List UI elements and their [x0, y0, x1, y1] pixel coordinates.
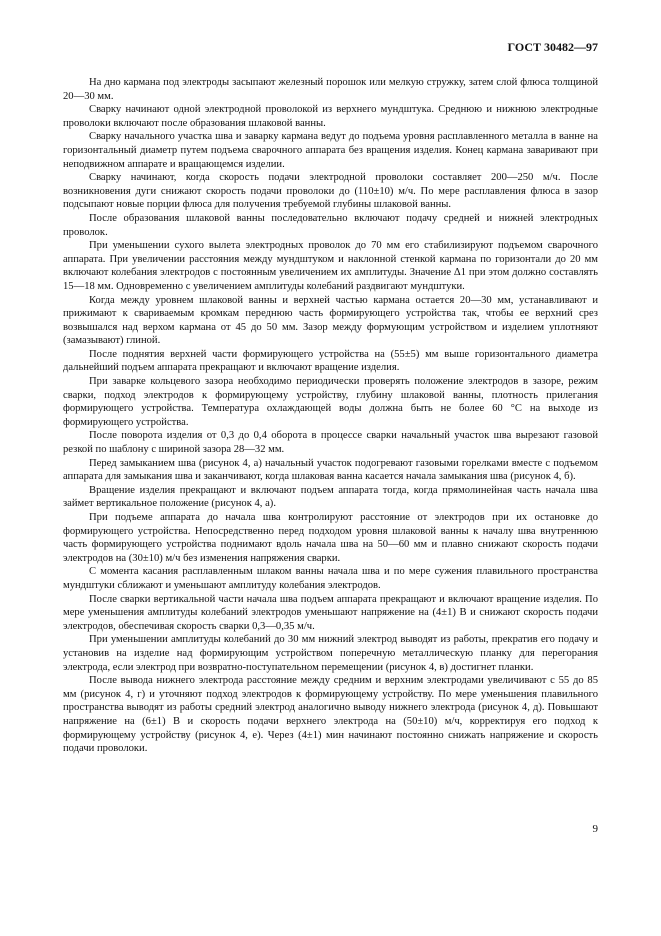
paragraph: После образования шлаковой ванны последовательно включают подачу средней и нижней электродных проволок. — [63, 212, 598, 238]
paragraph: С момента касания расплавленным шлаком ванны начала шва и по мере сужения плавильного пространства мундштуки сближают и уменьшают амплитуду колебания электродов. — [63, 566, 598, 591]
paragraph: При заварке кольцевого зазора необходимо периодически проверять положение электродов в зазоре, режим сварки, подход электродов к формирующему устройству, глубину шлаковой ванны, плотность прилегания формирующего устройства. Температура охлаждающей воды должна быть не более 60 °С на выходе из формирующего устройства. — [63, 376, 598, 428]
page-header — [508, 40, 599, 55]
paragraph: При уменьшении амплитуды колебаний до 30 мм нижний электрод выводят из работы, прекратив его подачу и установив на изделие над формирующим устройством поперечную металлическую планку для перегорания электрода, если электрод при возвратно-поступательном перемещении (рисунок 4, в) достигнет планки. — [63, 634, 598, 673]
paragraph: После поднятия верхней части формирующего устройства на (55±5) мм выше горизонтального диаметра дальнейший подъем аппарата прекращают и включают вращение изделия. — [63, 348, 598, 374]
paragraph: Вращение изделия прекращают и включают подъем аппарата тогда, когда прямолинейная часть начала шва займет вертикальное положение (рисунок 4, а). — [63, 484, 598, 510]
paragraph: Сварку начинают, когда скорость подачи электродной проволоки составляет 200—250 м/ч. После возникновения дуги снижают скорость подачи проволоки до (110±10) м/ч. По мере расплавления флюса в зазор подсыпают новые порции флюса для получения требуемой глубины шлаковой ванны. — [63, 172, 598, 211]
paragraph: При уменьшении сухого вылета электродных проволок до 70 мм его стабилизируют подъемом сварочного аппарата. При увеличении расстояния между мундштуком и наклонной стенкой кармана по горизонтали до 20 мм включают колебания электродов с постоянным увеличением их амплитуды. Значение Δ1 при этом должно составлять 15—18 мм. Одновременно с увеличением амплитуды колебаний раздвигают мундштуки. — [63, 240, 598, 292]
paragraph: После сварки вертикальной части начала шва подъем аппарата прекращают и включают вращение изделия. По мере уменьшения амплитуды колебаний электродов уменьшают напряжение на (4±1) В и снижают скорость подачи электродов, обеспечивая скорость сварки 0,3—0,35 м/ч. — [63, 593, 598, 632]
paragraph: При подъеме аппарата до начала шва контролируют расстояние от электродов при их остановке до формирующего устройства. Непосредственно перед подходом уровня шлаковой ванны к началу шва внутреннюю часть формирующего устройства поднимают вдоль начала шва на 50—60 мм и плавно снижают скорость подачи электродов на (30±10) м/ч без изменения напряжения сварки. — [63, 512, 598, 564]
paragraph: Когда между уровнем шлаковой ванны и верхней частью кармана остается 20—30 мм, устанавливают и прижимают к свариваемым кромкам переднюю часть формирующего устройства так, чтобы ее верхний срез возвышался над верхом кармана от 45 до 50 мм. Зазор между формующим устройством и изделием уплотняют (замазывают) глиной. — [63, 294, 598, 347]
paragraph: После вывода нижнего электрода расстояние между средним и верхним электродами увеличивают с 55 до 85 мм (рисунок 4, г) и уточняют подход электродов к формирующему устройству. По мере уменьшения плавильного пространства выводят из работы средний электрод аналогично выводу нижнего электрода (рисунок 4, д). Повышают напряжение на (6±1) В и скорость подачи верхнего электрода на (50±10) м/ч, корректируя его подход к формирующему устройству (рисунок 4, е). Через (4±1) мин начинают постоянно снижать напряжение и скорость подачи проволоки. — [63, 675, 598, 755]
document-code: ГОСТ 30482—97 — [507, 40, 598, 54]
body-text — [63, 76, 598, 756]
page-number: 9 — [592, 823, 598, 835]
paragraph: Сварку начинают одной электродной проволокой из верхнего мундштука. Среднюю и нижнюю электродные проволоки включают после образования шлаковой ванны. — [63, 104, 598, 129]
paragraph: Перед замыканием шва (рисунок 4, а) начальный участок подогревают газовыми горелками вместе с подъемом аппарата для замыкания шва и заканчивают, когда шлаковая ванна касается начала замыкания шва (рисунок 4, б). — [63, 457, 598, 483]
paragraph: Сварку начального участка шва и заварку кармана ведут до подъема уровня расплавленного металла в ванне на горизонтальный диаметр путем подъема сварочного аппарата без вращения изделия. Конец кармана заваривают при неподвижном аппарате и вращающемся изделии. — [63, 131, 598, 170]
paragraph: После поворота изделия от 0,3 до 0,4 оборота в процессе сварки начальный участок шва вырезают газовой резкой по шаблону с шириной зазора 28—32 мм. — [63, 430, 598, 456]
paragraph: На дно кармана под электроды засыпают железный порошок или мелкую стружку, затем слой флюса толщиной 20—30 мм. — [63, 77, 598, 102]
